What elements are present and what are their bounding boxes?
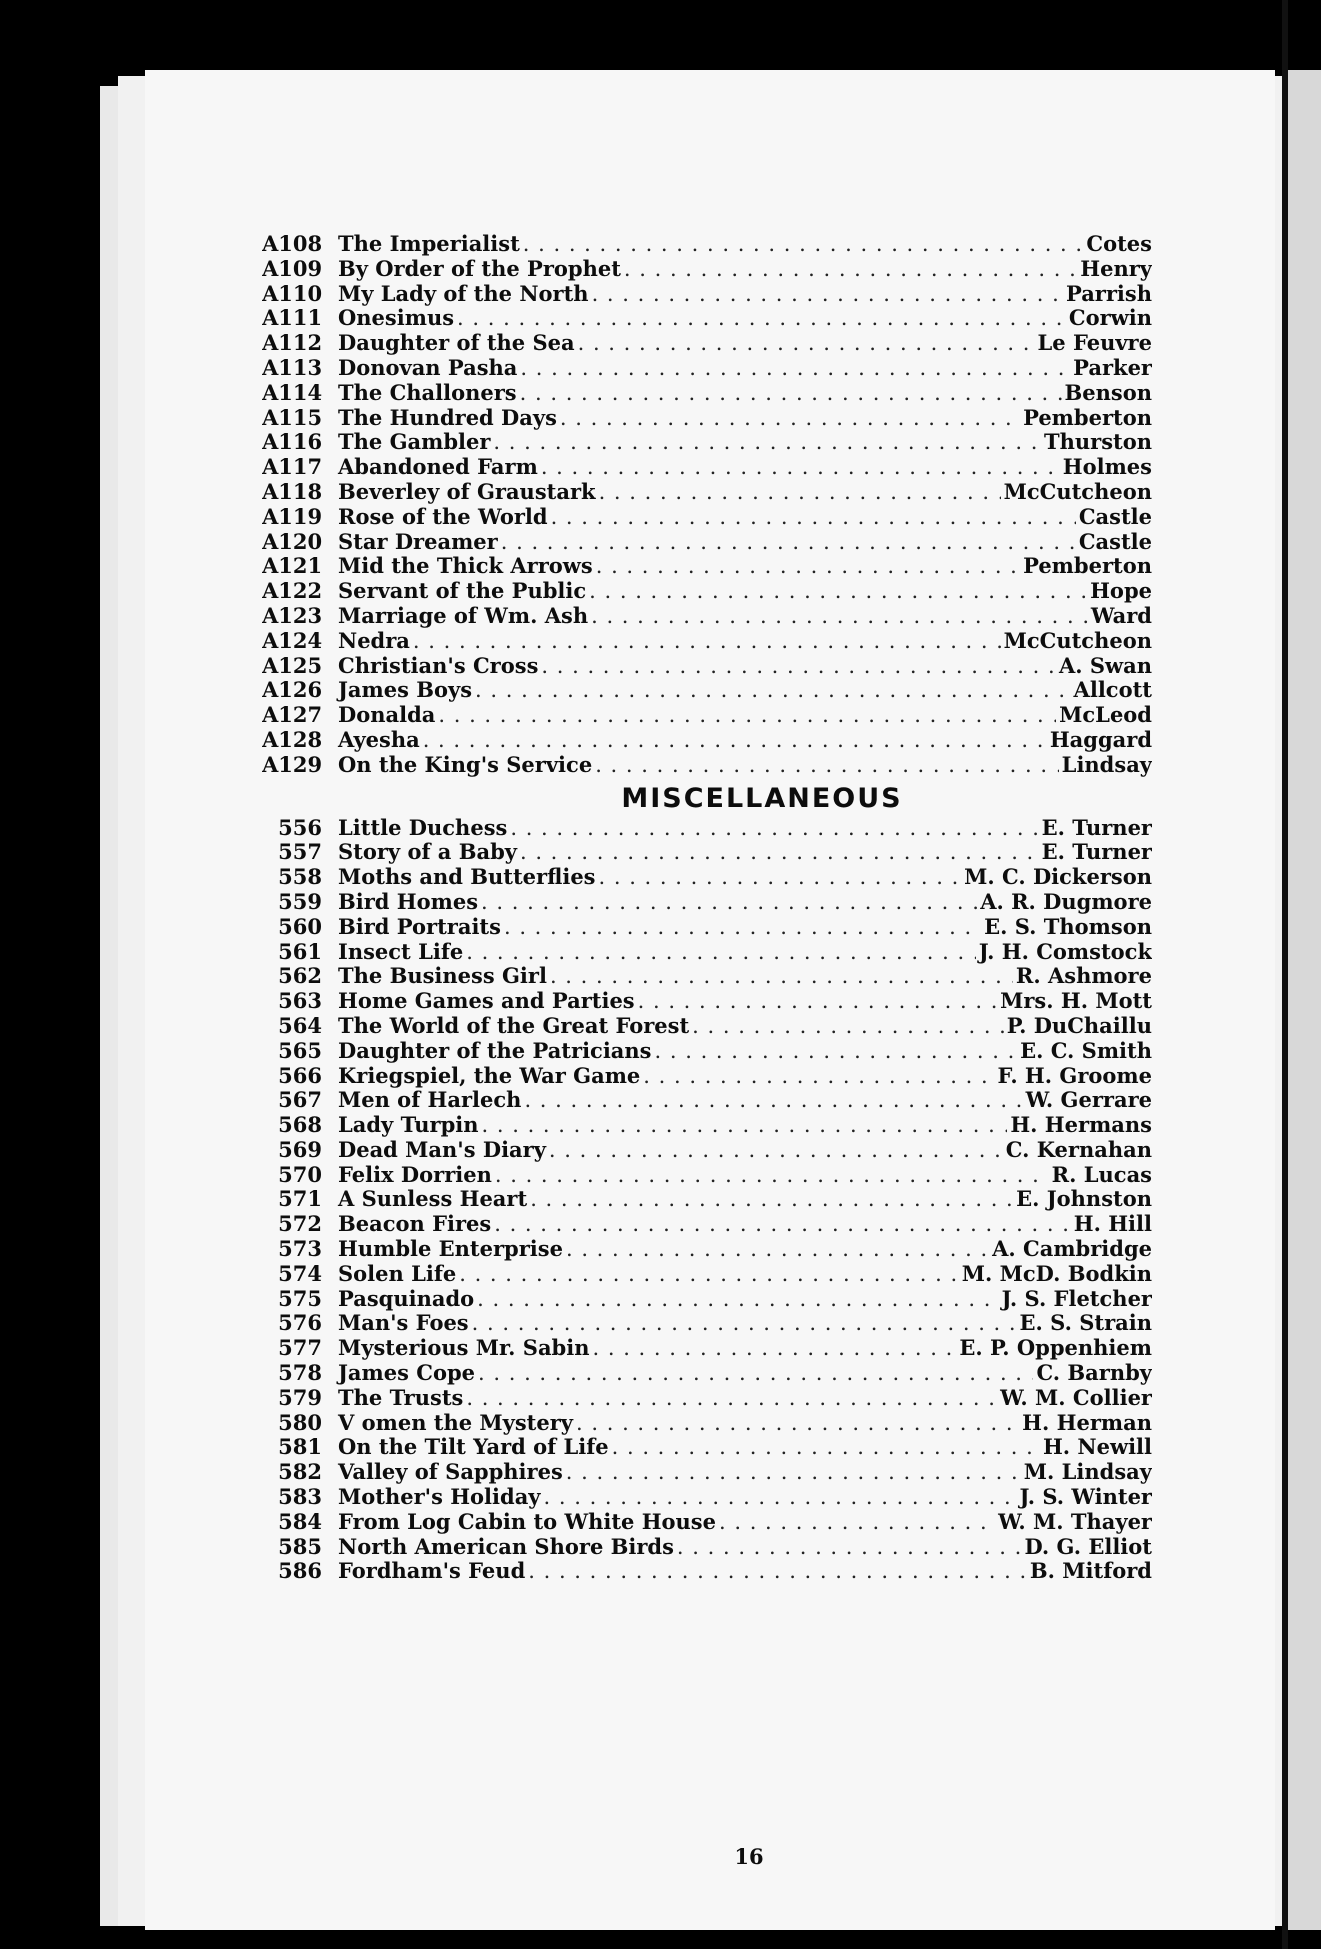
dot-leader — [612, 1435, 1040, 1460]
catalog-entry — [262, 554, 1152, 579]
dot-leader — [655, 1039, 1018, 1064]
entry-title: Abandoned Farm — [338, 455, 538, 480]
entry-number: 575 — [278, 1286, 322, 1311]
entry-author: Castle — [1078, 504, 1152, 529]
entry-number: 577 — [278, 1336, 322, 1361]
entry-title: Bird Homes — [338, 889, 479, 914]
entry-author: C. Kernahan — [1005, 1137, 1152, 1162]
entry-number: 584 — [278, 1509, 322, 1534]
catalog-entry — [262, 728, 1152, 753]
dot-leader — [595, 753, 1058, 778]
entry-author: J. S. Fletcher — [1001, 1286, 1152, 1311]
dot-leader — [677, 1535, 1022, 1560]
dot-leader — [551, 505, 1076, 530]
entry-number: 567 — [278, 1088, 322, 1113]
dot-leader — [523, 232, 1084, 257]
entry-number: 566 — [278, 1063, 322, 1088]
catalog-entry — [262, 331, 1152, 356]
dot-leader — [592, 282, 1063, 307]
entry-author: M. C. Dickerson — [964, 865, 1152, 890]
dot-leader — [638, 989, 998, 1014]
entry-title: Mid the Thick Arrows — [338, 554, 593, 579]
catalog-entry — [262, 1411, 1152, 1436]
entry-title: The Imperialist — [338, 232, 520, 256]
catalog-entry — [262, 1510, 1152, 1535]
catalog-entry — [262, 1287, 1152, 1312]
catalog-entry — [262, 505, 1152, 530]
catalog-entry — [262, 1163, 1152, 1188]
entry-title: V omen the Mystery — [338, 1410, 574, 1435]
catalog-entry — [262, 678, 1152, 703]
catalog-entry — [262, 406, 1152, 431]
entry-title: Beverley of Graustark — [338, 479, 596, 504]
entry-author: M. Lindsay — [1023, 1460, 1152, 1485]
entry-author: Castle — [1078, 529, 1152, 554]
entry-number: A123 — [262, 603, 323, 628]
catalog-entry — [262, 232, 1152, 257]
entry-author: W. M. Thayer — [998, 1509, 1152, 1534]
dot-leader — [520, 381, 1062, 406]
dot-leader — [501, 530, 1076, 555]
entry-title: The Business Girl — [338, 964, 547, 989]
catalog-entry — [262, 1088, 1152, 1113]
entry-number: 580 — [278, 1410, 322, 1435]
entry-number: A122 — [262, 579, 323, 604]
entry-number: 583 — [278, 1485, 322, 1510]
entry-number: 585 — [278, 1534, 322, 1559]
entry-title: My Lady of the North — [338, 281, 589, 306]
dot-leader — [578, 331, 1035, 356]
entry-number: A110 — [262, 281, 323, 306]
entry-author: Mrs. H. Mott — [1000, 989, 1152, 1014]
entry-author: J. H. Comstock — [978, 939, 1152, 964]
dot-leader — [549, 1138, 1003, 1163]
catalog-entry — [262, 455, 1152, 480]
dot-leader — [413, 629, 1001, 654]
entry-title: Fordham's Feud — [338, 1559, 526, 1584]
page-number: 16 — [734, 1844, 764, 1869]
entry-author: B. Mitford — [1029, 1559, 1152, 1584]
catalog-entry — [262, 1336, 1152, 1361]
dot-leader — [541, 654, 1056, 679]
entry-number: 558 — [278, 865, 322, 890]
dot-leader — [472, 1311, 1017, 1336]
dot-leader — [520, 840, 1039, 865]
catalog-entry — [262, 915, 1152, 940]
entry-author: Cotes — [1086, 232, 1152, 256]
entry-author: H. Hill — [1073, 1212, 1152, 1237]
entry-title: Dead Man's Diary — [338, 1137, 546, 1162]
entry-number: 565 — [278, 1038, 322, 1063]
entry-number: A109 — [262, 256, 323, 281]
entry-title: Donovan Pasha — [338, 355, 518, 380]
dot-leader — [504, 915, 981, 940]
catalog-entry — [262, 1064, 1152, 1089]
catalog-entry — [262, 890, 1152, 915]
catalog-entry — [262, 816, 1152, 841]
entry-title: Valley of Sapphires — [338, 1460, 563, 1485]
catalog-content — [262, 232, 1152, 1869]
catalog-entry — [262, 1014, 1152, 1039]
catalog-entry — [262, 480, 1152, 505]
entry-number: 562 — [278, 964, 322, 989]
entry-title: From Log Cabin to White House — [338, 1509, 716, 1534]
dot-leader — [481, 890, 977, 915]
dot-leader — [494, 1212, 1071, 1237]
entry-number: 576 — [278, 1311, 322, 1336]
entry-number: A125 — [262, 653, 323, 678]
entry-author: Hope — [1090, 579, 1152, 604]
dot-leader — [589, 579, 1087, 604]
dot-leader — [544, 1485, 1017, 1510]
entry-number: A115 — [262, 405, 323, 430]
entry-number: A128 — [262, 727, 323, 752]
catalog-entry — [262, 840, 1152, 865]
dot-leader — [566, 1237, 989, 1262]
catalog-entry — [262, 1311, 1152, 1336]
dot-leader — [478, 1361, 1033, 1386]
entry-author: Pemberton — [1023, 405, 1152, 430]
catalog-entry — [262, 282, 1152, 307]
catalog-entry — [262, 1113, 1152, 1138]
entry-number: 571 — [278, 1187, 322, 1212]
catalog-entry — [262, 430, 1152, 455]
dot-leader — [477, 1287, 998, 1312]
entry-title: Daughter of the Sea — [338, 331, 575, 356]
dot-leader — [475, 678, 1071, 703]
entry-number: A118 — [262, 479, 323, 504]
dot-leader — [576, 1411, 1019, 1436]
entry-number: A108 — [262, 232, 323, 256]
entry-title: On the Tilt Yard of Life — [338, 1435, 609, 1460]
catalog-entry — [262, 1535, 1152, 1560]
entry-number: A124 — [262, 628, 323, 653]
catalog-entry — [262, 530, 1152, 555]
entry-number: A111 — [262, 306, 323, 331]
entry-author: Le Feuvre — [1037, 331, 1152, 356]
dot-leader — [591, 604, 1088, 629]
entry-number: A113 — [262, 355, 323, 380]
catalog-entry — [262, 703, 1152, 728]
entry-author: R. Ashmore — [1015, 964, 1152, 989]
entry-number: 581 — [278, 1435, 322, 1460]
entry-title: Felix Dorrien — [338, 1162, 492, 1187]
entry-title: Kriegspiel, the War Game — [338, 1063, 641, 1088]
dot-leader — [599, 865, 962, 890]
catalog-entry — [262, 989, 1152, 1014]
dot-leader — [510, 816, 1038, 841]
entry-number: 568 — [278, 1113, 322, 1138]
catalog-entry — [262, 1237, 1152, 1262]
dot-leader — [530, 1187, 1013, 1212]
entry-author: Thurston — [1043, 430, 1152, 455]
dot-leader — [624, 257, 1077, 282]
entry-author: E. P. Oppenhiem — [959, 1336, 1152, 1361]
entry-number: 573 — [278, 1237, 322, 1262]
dot-leader — [528, 1559, 1027, 1584]
entry-title: Bird Portraits — [338, 914, 501, 939]
entry-author: Ward — [1090, 603, 1152, 628]
entry-author: Holmes — [1062, 455, 1152, 480]
entry-author: A. Cambridge — [992, 1237, 1152, 1262]
entry-title: Star Dreamer — [338, 529, 498, 554]
entry-title: Humble Enterprise — [338, 1237, 563, 1262]
entry-title: Ayesha — [338, 727, 420, 752]
catalog-entry — [262, 940, 1152, 965]
catalog-entry — [262, 306, 1152, 331]
dot-leader — [593, 1336, 957, 1361]
dot-leader — [643, 1064, 994, 1089]
catalog-entry — [262, 1187, 1152, 1212]
entry-number: A129 — [262, 752, 323, 777]
entry-author: R. Lucas — [1051, 1162, 1152, 1187]
entry-title: James Cope — [338, 1361, 476, 1386]
entry-author: J. S. Winter — [1019, 1485, 1152, 1510]
entry-number: 559 — [278, 889, 322, 914]
entry-number: 579 — [278, 1385, 322, 1410]
entry-author: McCutcheon — [1003, 628, 1152, 653]
entry-author: E. Johnston — [1016, 1187, 1152, 1212]
entry-title: Solen Life — [338, 1261, 457, 1286]
entry-author: E. C. Smith — [1020, 1038, 1152, 1063]
dot-leader — [495, 1163, 1049, 1188]
entry-author: H. Newill — [1042, 1435, 1152, 1460]
entry-author: Parrish — [1065, 281, 1152, 306]
catalog-entry — [262, 1138, 1152, 1163]
entry-author: D. G. Elliot — [1024, 1534, 1152, 1559]
entry-title: The World of the Great Forest — [338, 1013, 690, 1038]
entry-author: E. Turner — [1041, 815, 1152, 840]
entry-author: W. M. Collier — [1000, 1385, 1152, 1410]
catalog-entry — [262, 1386, 1152, 1411]
entry-number: 557 — [278, 840, 322, 865]
entry-number: 582 — [278, 1460, 322, 1485]
entry-title: Daughter of the Patricians — [338, 1038, 652, 1063]
dot-leader — [599, 480, 1001, 505]
entry-author: M. McD. Bodkin — [961, 1261, 1152, 1286]
entry-author: Henry — [1080, 256, 1152, 281]
entry-number: A119 — [262, 504, 323, 529]
dot-leader — [541, 455, 1060, 480]
entry-title: Servant of the Public — [338, 579, 587, 604]
entry-number: A114 — [262, 380, 323, 405]
dot-leader — [560, 406, 1020, 431]
entry-author: C. Barnby — [1036, 1361, 1152, 1386]
dot-leader — [596, 554, 1020, 579]
entry-author: F. H. Groome — [997, 1063, 1152, 1088]
entry-author: E. S. Strain — [1019, 1311, 1152, 1336]
dot-leader — [520, 356, 1070, 381]
entry-title: North American Shore Birds — [338, 1534, 674, 1559]
entry-number: A120 — [262, 529, 323, 554]
facing-page-edge — [1288, 70, 1321, 1930]
entry-author: H. Hermans — [1010, 1113, 1152, 1138]
entry-author: E. Turner — [1041, 840, 1152, 865]
entry-title: The Trusts — [338, 1385, 464, 1410]
entry-title: James Boys — [338, 678, 473, 703]
entry-number: 586 — [278, 1559, 322, 1584]
entry-title: Nedra — [338, 628, 410, 653]
dot-leader — [719, 1510, 995, 1535]
catalog-entry — [262, 1361, 1152, 1386]
entry-number: A121 — [262, 554, 323, 579]
entry-number: 563 — [278, 989, 322, 1014]
entry-author: A. Swan — [1058, 653, 1152, 678]
entry-author: Benson — [1064, 380, 1152, 405]
entry-number: 560 — [278, 914, 322, 939]
entry-title: Donalda — [338, 703, 436, 728]
dot-leader — [524, 1088, 1022, 1113]
entry-title: Beacon Fires — [338, 1212, 492, 1237]
entry-title: Man's Foes — [338, 1311, 469, 1336]
dot-leader — [466, 940, 976, 965]
entry-title: Story of a Baby — [338, 840, 517, 865]
catalog-entry — [262, 753, 1152, 778]
catalog-entry — [262, 964, 1152, 989]
dot-leader — [438, 703, 1056, 728]
catalog-entry — [262, 1212, 1152, 1237]
dot-leader — [482, 1113, 1008, 1138]
entry-number: A126 — [262, 678, 323, 703]
entry-author: W. Gerrare — [1025, 1088, 1152, 1113]
entry-title: The Gambler — [338, 430, 491, 455]
entry-title: Christian's Cross — [338, 653, 539, 678]
catalog-entry — [262, 865, 1152, 890]
entry-title: The Hundred Days — [338, 405, 557, 430]
catalog-entry — [262, 654, 1152, 679]
entry-number: 564 — [278, 1013, 322, 1038]
catalog-entry — [262, 1559, 1152, 1584]
entry-number: A116 — [262, 430, 323, 455]
entry-title: Mysterious Mr. Sabin — [338, 1336, 590, 1361]
entry-number: 556 — [278, 815, 322, 840]
catalog-entry — [262, 257, 1152, 282]
section-heading-miscellaneous: MISCELLANEOUS — [621, 782, 903, 814]
entry-number: A117 — [262, 455, 323, 480]
entry-number: 569 — [278, 1137, 322, 1162]
entry-number: A112 — [262, 331, 323, 356]
entry-title: Onesimus — [338, 306, 455, 331]
entry-title: Mother's Holiday — [338, 1485, 541, 1510]
dot-leader — [493, 430, 1041, 455]
entry-author: H. Herman — [1022, 1410, 1152, 1435]
entry-author: Parker — [1073, 355, 1152, 380]
entry-title: Insect Life — [338, 939, 464, 964]
entry-title: Marriage of Wm. Ash — [338, 603, 589, 628]
entry-number: 574 — [278, 1261, 322, 1286]
dot-leader — [566, 1460, 1021, 1485]
catalog-entry — [262, 1460, 1152, 1485]
catalog-entry — [262, 629, 1152, 654]
catalog-entry — [262, 604, 1152, 629]
catalog-entry — [262, 1039, 1152, 1064]
entry-title: Little Duchess — [338, 815, 508, 840]
series-a-list — [262, 232, 1152, 778]
entry-author: McLeod — [1059, 703, 1152, 728]
dot-leader — [459, 1262, 959, 1287]
entry-number: 561 — [278, 939, 322, 964]
catalog-entry — [262, 1262, 1152, 1287]
entry-number: A127 — [262, 703, 323, 728]
entry-author: McCutcheon — [1003, 479, 1152, 504]
entry-title: Lady Turpin — [338, 1113, 479, 1138]
entry-title: The Challoners — [338, 380, 517, 405]
entry-title: Moths and Butterflies — [338, 865, 596, 890]
catalog-entry — [262, 381, 1152, 406]
entry-title: Rose of the World — [338, 504, 548, 529]
entry-author: Corwin — [1068, 306, 1152, 331]
catalog-entry — [262, 1485, 1152, 1510]
entry-number: 578 — [278, 1361, 322, 1386]
catalog-entry — [262, 579, 1152, 604]
catalog-entry — [262, 1435, 1152, 1460]
entry-number: 572 — [278, 1212, 322, 1237]
entry-title: Pasquinado — [338, 1286, 475, 1311]
entry-title: A Sunless Heart — [338, 1187, 528, 1212]
dot-leader — [692, 1014, 1004, 1039]
entry-author: A. R. Dugmore — [980, 889, 1152, 914]
dot-leader — [466, 1386, 997, 1411]
entry-number: 570 — [278, 1162, 322, 1187]
catalog-entry — [262, 356, 1152, 381]
dot-leader — [423, 728, 1047, 753]
entry-author: E. S. Thomson — [984, 914, 1152, 939]
entry-title: By Order of the Prophet — [338, 256, 621, 281]
dot-leader — [550, 964, 1013, 989]
entry-author: Haggard — [1049, 727, 1152, 752]
entry-title: Men of Harlech — [338, 1088, 522, 1113]
miscellaneous-list — [262, 816, 1152, 1585]
entry-author: Allcott — [1073, 678, 1152, 703]
entry-title: Home Games and Parties — [338, 989, 635, 1014]
entry-title: On the King's Service — [338, 752, 593, 777]
entry-author: P. DuChaillu — [1006, 1013, 1152, 1038]
dot-leader — [457, 306, 1066, 331]
entry-author: Lindsay — [1061, 752, 1152, 777]
entry-author: Pemberton — [1023, 554, 1152, 579]
